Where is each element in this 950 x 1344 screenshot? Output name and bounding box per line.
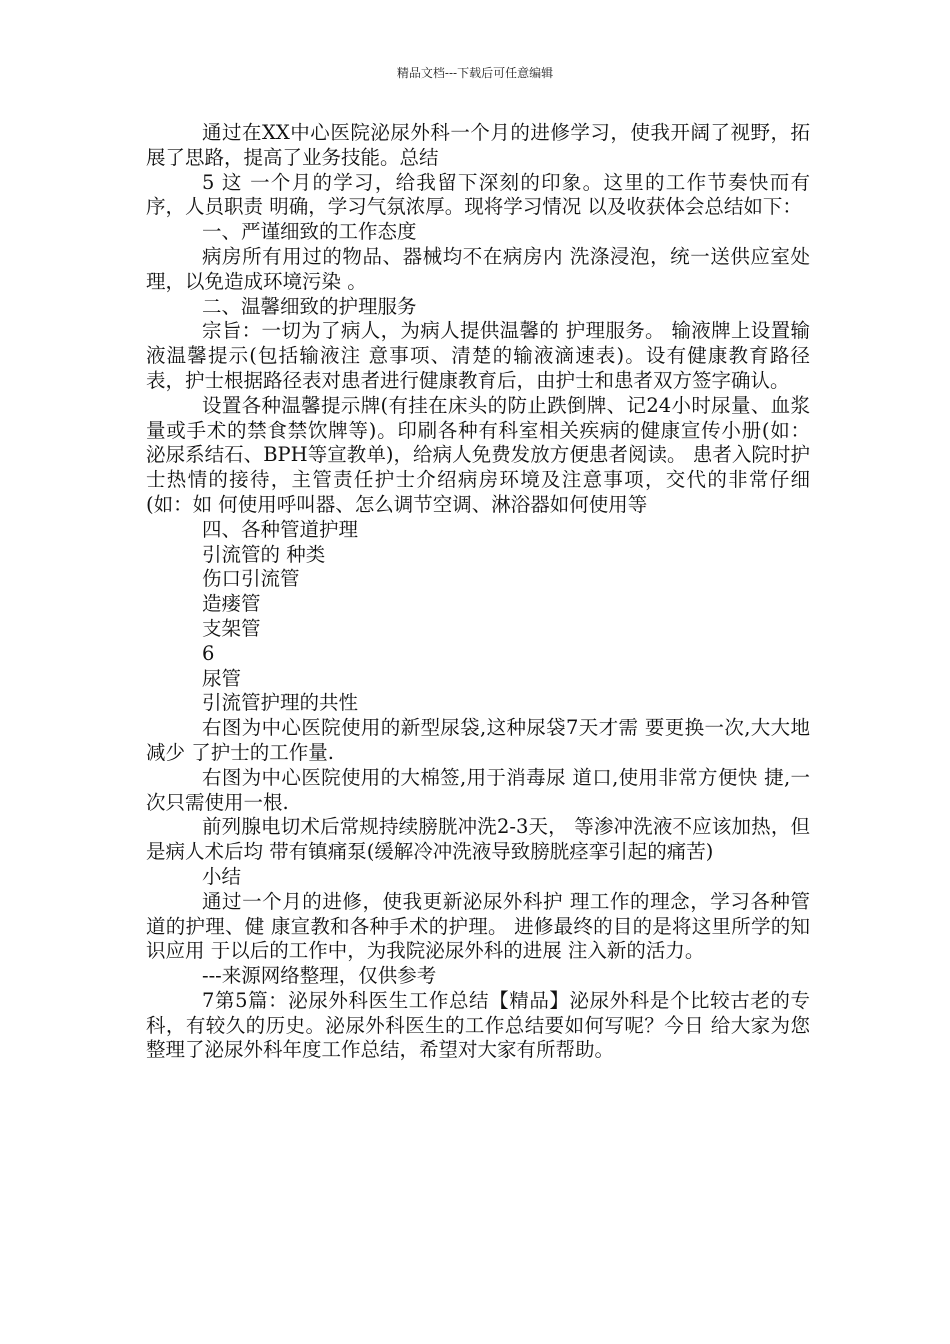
paragraph-service-purpose: 宗旨：一切为了病人，为病人提供温馨的 护理服务。 输液牌上设置输液温馨提示(包括输液注 意事项、清楚的输液滴速表)。设有健康教育路径表，护士根据路径表对患者进行健康教育后，由护士和患者双方签字确认。 xyxy=(146,319,810,392)
paragraph-intro: 通过在XX中心医院泌尿外科一个月的进修学习，使我开阔了视野，拓展了思路，提高了业务技能。总结 xyxy=(146,121,810,169)
paragraph-bladder-irrigation: 前列腺电切术后常规持续膀胱冲洗2-3天， 等渗冲洗液不应该加热，但是病人术后均 带有镇痛泵(缓解冷冲洗液导致膀胱痉挛引起的痛苦) xyxy=(146,815,810,864)
subheading-common-care: 引流管护理的共性 xyxy=(202,691,359,715)
page-header: 精品文档---下载后可任意编辑 xyxy=(396,66,554,80)
section-heading-summary: 小结 xyxy=(202,864,242,888)
section-heading-attitude: 一、严谨细致的工作态度 xyxy=(202,220,417,244)
paragraph-urine-bag: 右图为中心医院使用的新型尿袋,这种尿袋7天才需 要更换一次,大大地减少 了护士的工作量. xyxy=(146,716,810,764)
document-body xyxy=(146,121,810,1063)
list-item: 支架管 xyxy=(202,616,261,640)
section-heading-tubes: 四、各种管道护理 xyxy=(202,517,359,541)
section-heading-service: 二、温馨细致的护理服务 xyxy=(202,294,417,318)
source-note: ---来源网络整理，仅供参考 xyxy=(202,964,437,988)
page-marker: 6 xyxy=(202,641,215,665)
list-item: 引流管的 种类 xyxy=(202,542,326,566)
paragraph-service-signs: 设置各种温馨提示牌(有挂在床头的防止跌倒牌、记24小时尿量、血浆量或手术的禁食禁饮牌等)。印刷各种有科室相关疾病的健康宣传小册(如： 泌尿系结石、BPH等宣教单)，给病人免费发放方便患者阅读。 患者入院时护士热情的接待，主管责任护士介绍病房环境及注意事项，交代的非常仔细(如：如 何使用呼叫器、怎么调节空调、淋浴器如何使用等 xyxy=(146,393,810,516)
list-item: 伤口引流管 xyxy=(202,567,300,591)
paragraph-next-article: 7第5篇：泌尿外科医生工作总结【精品】泌尿外科是个比较古老的专科，有较久的历史。泌尿外科医生的工作总结要如何写呢？今日 给大家为您整理了泌尿外科年度工作总结，希望对大家有所帮助。 xyxy=(146,988,810,1062)
paragraph-attitude: 病房所有用过的物品、器械均不在病房内 洗涤浸泡，统一送供应室处理，以免造成环境污染 。 xyxy=(146,244,810,293)
paragraph-summary: 通过一个月的进修，使我更新泌尿外科护 理工作的理念，学习各种管道的护理、健 康宣教和各种手术的护理。 进修最终的目的是将这里所学的知识应用 于以后的工作中，为我院泌尿外科的进展 注入新的活力。 xyxy=(146,889,810,963)
list-item: 造瘘管 xyxy=(202,592,261,616)
list-item: 尿管 xyxy=(202,666,242,690)
paragraph-overview: 5 这 一个月的学习，给我留下深刻的印象。这里的工作节奏快而有序，人员职责 明确，学习气氛浓厚。现将学习情况 以及收获体会总结如下： xyxy=(146,170,810,219)
paragraph-cotton-swab: 右图为中心医院使用的大棉签,用于消毒尿 道口,使用非常方便快 捷,一次只需使用一根. xyxy=(146,765,810,814)
